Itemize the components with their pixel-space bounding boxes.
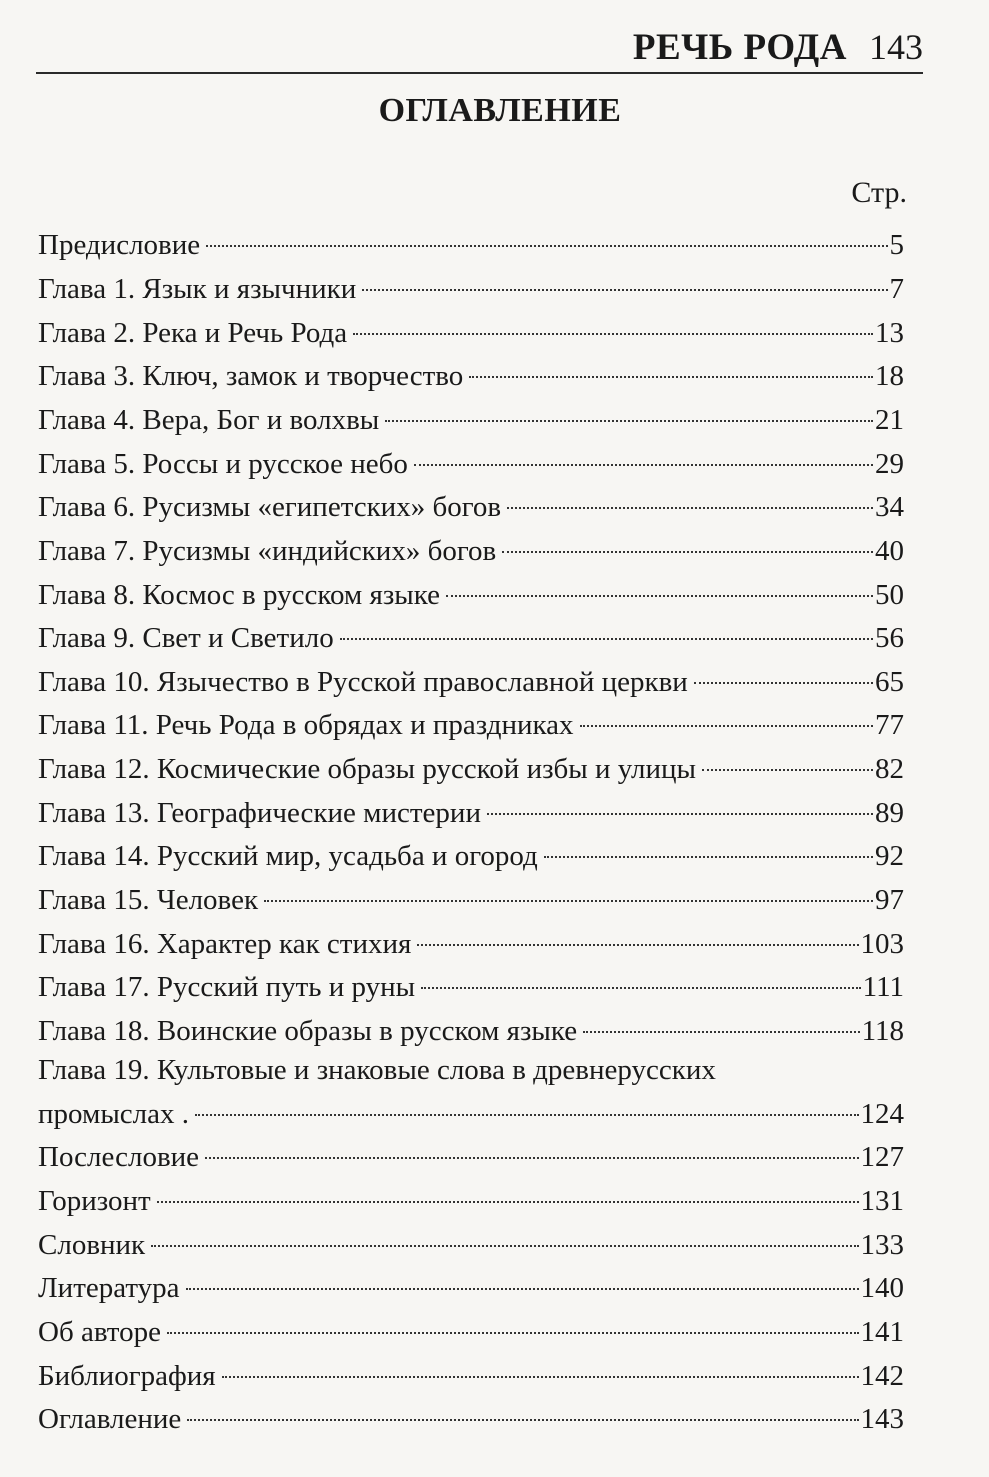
toc-entry-title: Библиография: [38, 1359, 216, 1392]
page-column-label: Стр.: [851, 176, 907, 209]
toc-entry-title: Глава 17. Русский путь и руны: [38, 971, 416, 1004]
toc-entry-title: Глава 10. Язычество в Русской православной церкви: [38, 665, 688, 698]
toc-entry-page: 131: [860, 1185, 904, 1218]
toc-entry-title: Глава 6. Русизмы «египетских» богов: [38, 491, 502, 524]
toc-entry-page: 118: [861, 1014, 904, 1047]
toc-entry-page: 21: [875, 404, 904, 436]
toc-entry-page: 111: [862, 971, 904, 1004]
toc-entry-title: Глава 9. Свет и Светило: [38, 622, 334, 655]
dot-leader: [583, 1001, 859, 1033]
dot-leader: [205, 1127, 858, 1159]
toc-entry-page: 141: [860, 1316, 904, 1349]
toc-entry-page: 89: [875, 796, 904, 829]
toc-entry-page: 143: [860, 1403, 904, 1436]
header-rule: [36, 72, 923, 74]
toc-entry-page: 34: [875, 491, 904, 524]
toc-entry-title: Литература: [38, 1272, 180, 1305]
dot-leader: [195, 1083, 858, 1115]
page-number: 143: [869, 27, 923, 67]
toc-entry-title: Глава 5. Россы и русское небо: [38, 447, 408, 480]
toc-entry-title: Глава 18. Воинские образы в русском языке: [38, 1014, 578, 1047]
toc-entry-title: Глава 12. Космические образы русской избы и улицы: [38, 753, 697, 786]
dot-leader: [502, 520, 873, 552]
dot-leader: [187, 1389, 858, 1421]
toc-entry-page: 5: [889, 229, 904, 262]
toc-entry-title: Глава 11. Речь Рода в обрядах и праздниках: [38, 709, 574, 742]
toc-heading: ОГЛАВЛЕНИЕ: [378, 92, 622, 129]
dot-leader: [507, 477, 873, 509]
dot-leader: [206, 215, 887, 247]
toc-entry-title: Глава 7. Русизмы «индийских» богов: [38, 534, 497, 567]
dot-leader: [414, 433, 873, 465]
toc-entry-page: 40: [875, 534, 904, 567]
toc-entry-title: Об авторе: [38, 1316, 161, 1349]
toc-entry-page: 140: [860, 1272, 904, 1305]
dot-leader: [385, 390, 873, 422]
toc-entry-title: Глава 14. Русский мир, усадьба и огород: [38, 840, 538, 873]
toc-entry-title: Глава 16. Характер как стихия: [38, 927, 412, 960]
toc-entry-title: Глава 19. Культовые и знаковые слова в древнерусских: [38, 1054, 716, 1087]
dot-leader: [167, 1302, 859, 1334]
toc-entry-page: 18: [875, 360, 904, 393]
dot-leader: [580, 695, 873, 727]
toc-entry-page: 7: [889, 273, 904, 306]
toc-entry-title: Оглавление: [38, 1403, 182, 1436]
toc-entry-page: 77: [875, 709, 904, 742]
toc-entry-title: Послесловие: [38, 1141, 200, 1174]
dot-leader: [446, 564, 873, 596]
dot-leader: [186, 1258, 859, 1290]
toc-entry-title: промыслах .: [38, 1097, 190, 1130]
toc-entry-title: Словник: [38, 1228, 146, 1261]
toc-entry-title: Глава 1. Язык и язычники: [38, 273, 357, 306]
running-head: [633, 26, 923, 69]
toc-entry-page: 82: [875, 753, 904, 786]
dot-leader: [157, 1171, 859, 1203]
book-title: РЕЧЬ РОДА: [632, 27, 847, 68]
toc-entry-title: Глава 15. Человек: [38, 884, 259, 917]
dot-leader: [151, 1214, 858, 1246]
dot-leader: [421, 957, 860, 989]
dot-leader: [702, 739, 873, 771]
toc-entry-title: Глава 3. Ключ, замок и творчество: [38, 360, 464, 393]
toc-entry-page: 127: [860, 1141, 904, 1174]
table-of-contents: [38, 222, 904, 1440]
toc-entry-contents[interactable]: [38, 1396, 904, 1440]
toc-entry-title: Горизонт: [38, 1185, 151, 1218]
toc-entry-page: 29: [875, 447, 904, 480]
dot-leader: [340, 608, 873, 640]
toc-entry-page: 56: [875, 622, 904, 655]
toc-entry-title: Глава 4. Вера, Бог и волхвы: [38, 404, 380, 436]
dot-leader: [222, 1345, 859, 1377]
dot-leader: [264, 870, 873, 902]
toc-entry-page: 124: [860, 1097, 904, 1130]
toc-entry-page: 50: [875, 578, 904, 611]
dot-leader: [417, 913, 858, 945]
dot-leader: [487, 782, 873, 814]
dot-leader: [544, 826, 873, 858]
toc-entry-page: 97: [875, 884, 904, 917]
toc-entry-title: Предисловие: [38, 229, 201, 262]
toc-entry-page: 13: [875, 316, 904, 349]
dot-leader: [362, 259, 887, 291]
dot-leader: [353, 302, 873, 334]
toc-entry-chapter-18[interactable]: [38, 1008, 904, 1052]
toc-entry-page: 65: [875, 665, 904, 698]
toc-entry-title: Глава 13. Географические мистерии: [38, 796, 481, 829]
toc-entry-title: Глава 2. Река и Речь Рода: [38, 316, 348, 349]
toc-entry-page: 103: [860, 927, 904, 960]
toc-entry-title: Глава 8. Космос в русском языке: [38, 578, 441, 611]
toc-entry-page: 92: [875, 840, 904, 873]
toc-entry-page: 133: [860, 1228, 904, 1261]
dot-leader: [694, 651, 873, 683]
toc-entry-page: 142: [860, 1359, 904, 1392]
dot-leader: [469, 346, 873, 378]
